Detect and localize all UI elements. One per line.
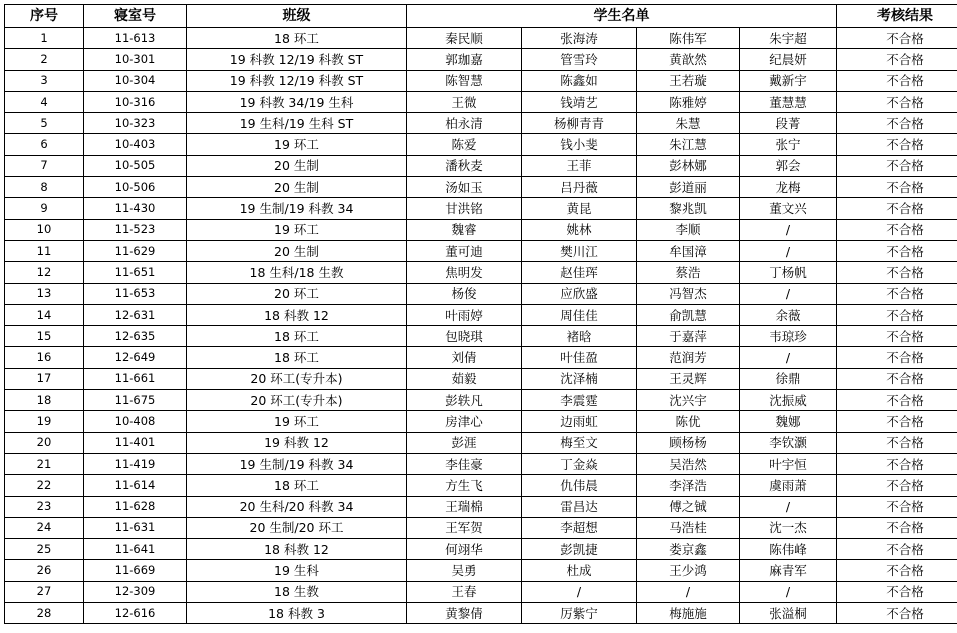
room-number-cell: 11-675 xyxy=(84,390,187,411)
student-name-cell: 朱慧 xyxy=(637,113,740,134)
inspection-results-sheet xyxy=(4,4,957,624)
student-name-cell: 韦琼珍 xyxy=(740,326,837,347)
student-name-cell: 叶宇恒 xyxy=(740,453,837,474)
room-number-cell: 11-641 xyxy=(84,539,187,560)
student-name-cell: 魏睿 xyxy=(407,219,522,240)
student-name-cell: 彭凯捷 xyxy=(522,539,637,560)
class-cell: 18 科教 12 xyxy=(187,539,407,560)
student-name-cell: 李佳豪 xyxy=(407,453,522,474)
table-row xyxy=(5,326,957,347)
row-index-cell: 21 xyxy=(5,453,84,474)
result-cell: 不合格 xyxy=(837,28,957,49)
result-cell: 不合格 xyxy=(837,368,957,389)
table-row xyxy=(5,411,957,432)
student-name-cell: 黎兆凯 xyxy=(637,198,740,219)
room-number-cell: 11-613 xyxy=(84,28,187,49)
row-index-cell: 22 xyxy=(5,475,84,496)
room-number-cell: 11-614 xyxy=(84,475,187,496)
header-students: 学生名单 xyxy=(407,5,837,28)
row-index-cell: 27 xyxy=(5,581,84,602)
student-name-cell: 黄黎倩 xyxy=(407,603,522,624)
result-cell: 不合格 xyxy=(837,453,957,474)
student-name-cell: 王瑞棉 xyxy=(407,496,522,517)
results-table xyxy=(4,4,957,624)
student-name-cell: 沈兴宇 xyxy=(637,390,740,411)
student-name-cell: 姚林 xyxy=(522,219,637,240)
student-name-cell: 彭涯 xyxy=(407,432,522,453)
student-name-cell: 叶佳盈 xyxy=(522,347,637,368)
class-cell: 19 生制/19 科教 34 xyxy=(187,198,407,219)
class-cell: 18 生科/18 生教 xyxy=(187,262,407,283)
student-name-cell: 范润芳 xyxy=(637,347,740,368)
student-name-cell: 傅之铖 xyxy=(637,496,740,517)
row-index-cell: 9 xyxy=(5,198,84,219)
student-name-cell: 柏永清 xyxy=(407,113,522,134)
class-cell: 18 环工 xyxy=(187,326,407,347)
result-cell: 不合格 xyxy=(837,155,957,176)
class-cell: 20 环工(专升本) xyxy=(187,390,407,411)
result-cell: 不合格 xyxy=(837,70,957,91)
class-cell: 20 生制 xyxy=(187,240,407,261)
header-row xyxy=(5,5,957,28)
student-name-cell: 吴勇 xyxy=(407,560,522,581)
table-row xyxy=(5,304,957,325)
room-number-cell: 11-653 xyxy=(84,283,187,304)
student-name-cell: 张溢桐 xyxy=(740,603,837,624)
student-name-cell: 沈泽楠 xyxy=(522,368,637,389)
student-name-cell: 董文兴 xyxy=(740,198,837,219)
row-index-cell: 7 xyxy=(5,155,84,176)
room-number-cell: 10-301 xyxy=(84,49,187,70)
student-name-cell: 王菲 xyxy=(522,155,637,176)
result-cell: 不合格 xyxy=(837,517,957,538)
student-name-cell: 朱江慧 xyxy=(637,134,740,155)
room-number-cell: 11-631 xyxy=(84,517,187,538)
student-name-cell: 应欣盛 xyxy=(522,283,637,304)
student-name-cell: 黄昆 xyxy=(522,198,637,219)
student-name-cell: / xyxy=(740,219,837,240)
room-number-cell: 10-403 xyxy=(84,134,187,155)
student-name-cell: 吴浩然 xyxy=(637,453,740,474)
student-name-cell: 王微 xyxy=(407,91,522,112)
row-index-cell: 16 xyxy=(5,347,84,368)
student-name-cell: / xyxy=(637,581,740,602)
student-name-cell: 杨俊 xyxy=(407,283,522,304)
row-index-cell: 25 xyxy=(5,539,84,560)
row-index-cell: 12 xyxy=(5,262,84,283)
student-name-cell: / xyxy=(740,496,837,517)
row-index-cell: 23 xyxy=(5,496,84,517)
student-name-cell: 叶雨婷 xyxy=(407,304,522,325)
student-name-cell: 朱宇超 xyxy=(740,28,837,49)
room-number-cell: 10-316 xyxy=(84,91,187,112)
student-name-cell: 陈伟峰 xyxy=(740,539,837,560)
row-index-cell: 5 xyxy=(5,113,84,134)
result-cell: 不合格 xyxy=(837,240,957,261)
row-index-cell: 20 xyxy=(5,432,84,453)
student-name-cell: 顾杨杨 xyxy=(637,432,740,453)
table-row xyxy=(5,475,957,496)
student-name-cell: 王军贺 xyxy=(407,517,522,538)
student-name-cell: 李震霆 xyxy=(522,390,637,411)
table-row xyxy=(5,517,957,538)
student-name-cell: 马浩桂 xyxy=(637,517,740,538)
row-index-cell: 26 xyxy=(5,560,84,581)
student-name-cell: 于嘉萍 xyxy=(637,326,740,347)
class-cell: 19 生制/19 科教 34 xyxy=(187,453,407,474)
student-name-cell: 丁金焱 xyxy=(522,453,637,474)
room-number-cell: 12-616 xyxy=(84,603,187,624)
class-cell: 19 环工 xyxy=(187,134,407,155)
table-row xyxy=(5,28,957,49)
row-index-cell: 19 xyxy=(5,411,84,432)
student-name-cell: 潘秋麦 xyxy=(407,155,522,176)
student-name-cell: 李钦灏 xyxy=(740,432,837,453)
class-cell: 20 生制 xyxy=(187,155,407,176)
class-cell: 19 科教 12 xyxy=(187,432,407,453)
row-index-cell: 24 xyxy=(5,517,84,538)
header-room: 寝室号 xyxy=(84,5,187,28)
student-name-cell: 纪晨妍 xyxy=(740,49,837,70)
class-cell: 18 环工 xyxy=(187,347,407,368)
student-name-cell: 龙梅 xyxy=(740,177,837,198)
room-number-cell: 10-506 xyxy=(84,177,187,198)
table-row xyxy=(5,134,957,155)
table-row xyxy=(5,262,957,283)
student-name-cell: 甘洪铭 xyxy=(407,198,522,219)
table-row xyxy=(5,113,957,134)
row-index-cell: 4 xyxy=(5,91,84,112)
result-cell: 不合格 xyxy=(837,177,957,198)
student-name-cell: 王若璇 xyxy=(637,70,740,91)
student-name-cell: 彭道丽 xyxy=(637,177,740,198)
table-row xyxy=(5,283,957,304)
room-number-cell: 10-304 xyxy=(84,70,187,91)
student-name-cell: 彭林娜 xyxy=(637,155,740,176)
student-name-cell: 董慧慧 xyxy=(740,91,837,112)
class-cell: 19 生科 xyxy=(187,560,407,581)
class-cell: 20 生制 xyxy=(187,177,407,198)
student-name-cell: 刘倩 xyxy=(407,347,522,368)
class-cell: 18 科教 3 xyxy=(187,603,407,624)
student-name-cell: 段菁 xyxy=(740,113,837,134)
student-name-cell: 李顺 xyxy=(637,219,740,240)
class-cell: 19 环工 xyxy=(187,219,407,240)
class-cell: 20 环工(专升本) xyxy=(187,368,407,389)
result-cell: 不合格 xyxy=(837,134,957,155)
room-number-cell: 12-309 xyxy=(84,581,187,602)
student-name-cell: 陈伟军 xyxy=(637,28,740,49)
result-cell: 不合格 xyxy=(837,581,957,602)
room-number-cell: 10-323 xyxy=(84,113,187,134)
header-class: 班级 xyxy=(187,5,407,28)
student-name-cell: 陈鑫如 xyxy=(522,70,637,91)
student-name-cell: 管雪玲 xyxy=(522,49,637,70)
student-name-cell: 周佳佳 xyxy=(522,304,637,325)
table-row xyxy=(5,496,957,517)
class-cell: 18 生教 xyxy=(187,581,407,602)
result-cell: 不合格 xyxy=(837,283,957,304)
student-name-cell: 董可迪 xyxy=(407,240,522,261)
student-name-cell: 余薇 xyxy=(740,304,837,325)
result-cell: 不合格 xyxy=(837,560,957,581)
result-cell: 不合格 xyxy=(837,390,957,411)
student-name-cell: 牟国漳 xyxy=(637,240,740,261)
room-number-cell: 11-401 xyxy=(84,432,187,453)
result-cell: 不合格 xyxy=(837,326,957,347)
student-name-cell: 陈优 xyxy=(637,411,740,432)
student-name-cell: 杨柳青青 xyxy=(522,113,637,134)
class-cell: 19 科教 12/19 科教 ST xyxy=(187,49,407,70)
row-index-cell: 10 xyxy=(5,219,84,240)
student-name-cell: 陈智慧 xyxy=(407,70,522,91)
student-name-cell: 房津心 xyxy=(407,411,522,432)
room-number-cell: 11-430 xyxy=(84,198,187,219)
table-row xyxy=(5,581,957,602)
student-name-cell: / xyxy=(740,347,837,368)
room-number-cell: 11-629 xyxy=(84,240,187,261)
row-index-cell: 11 xyxy=(5,240,84,261)
table-row xyxy=(5,560,957,581)
student-name-cell: 秦民顺 xyxy=(407,28,522,49)
table-row xyxy=(5,453,957,474)
student-name-cell: 张宁 xyxy=(740,134,837,155)
student-name-cell: 赵佳珲 xyxy=(522,262,637,283)
student-name-cell: 杜成 xyxy=(522,560,637,581)
result-cell: 不合格 xyxy=(837,603,957,624)
row-index-cell: 15 xyxy=(5,326,84,347)
student-name-cell: 包晓琪 xyxy=(407,326,522,347)
class-cell: 19 环工 xyxy=(187,411,407,432)
room-number-cell: 12-635 xyxy=(84,326,187,347)
table-row xyxy=(5,70,957,91)
result-cell: 不合格 xyxy=(837,475,957,496)
class-cell: 18 环工 xyxy=(187,475,407,496)
row-index-cell: 3 xyxy=(5,70,84,91)
header-index: 序号 xyxy=(5,5,84,28)
table-body xyxy=(5,28,957,624)
room-number-cell: 12-649 xyxy=(84,347,187,368)
table-row xyxy=(5,49,957,70)
row-index-cell: 13 xyxy=(5,283,84,304)
student-name-cell: 陈爱 xyxy=(407,134,522,155)
result-cell: 不合格 xyxy=(837,304,957,325)
room-number-cell: 11-523 xyxy=(84,219,187,240)
row-index-cell: 8 xyxy=(5,177,84,198)
row-index-cell: 28 xyxy=(5,603,84,624)
student-name-cell: 虞雨萧 xyxy=(740,475,837,496)
student-name-cell: 厉紫宁 xyxy=(522,603,637,624)
room-number-cell: 11-628 xyxy=(84,496,187,517)
row-index-cell: 1 xyxy=(5,28,84,49)
result-cell: 不合格 xyxy=(837,113,957,134)
student-name-cell: 焦明发 xyxy=(407,262,522,283)
student-name-cell: 钱小斐 xyxy=(522,134,637,155)
table-row xyxy=(5,219,957,240)
result-cell: 不合格 xyxy=(837,91,957,112)
student-name-cell: 魏娜 xyxy=(740,411,837,432)
class-cell: 18 环工 xyxy=(187,28,407,49)
student-name-cell: 樊川江 xyxy=(522,240,637,261)
room-number-cell: 10-505 xyxy=(84,155,187,176)
student-name-cell: 陈雅婷 xyxy=(637,91,740,112)
room-number-cell: 11-651 xyxy=(84,262,187,283)
student-name-cell: 郭珈嘉 xyxy=(407,49,522,70)
class-cell: 19 生科/19 生科 ST xyxy=(187,113,407,134)
student-name-cell: 吕丹薇 xyxy=(522,177,637,198)
room-number-cell: 10-408 xyxy=(84,411,187,432)
student-name-cell: / xyxy=(740,581,837,602)
student-name-cell: 梅施施 xyxy=(637,603,740,624)
class-cell: 18 科教 12 xyxy=(187,304,407,325)
student-name-cell: 方生飞 xyxy=(407,475,522,496)
class-cell: 20 生科/20 科教 34 xyxy=(187,496,407,517)
student-name-cell: 戴新宇 xyxy=(740,70,837,91)
student-name-cell: 茹毅 xyxy=(407,368,522,389)
student-name-cell: 冯智杰 xyxy=(637,283,740,304)
student-name-cell: 麻青军 xyxy=(740,560,837,581)
student-name-cell: 李超想 xyxy=(522,517,637,538)
student-name-cell: / xyxy=(740,283,837,304)
student-name-cell: 郭会 xyxy=(740,155,837,176)
class-cell: 19 科教 34/19 生科 xyxy=(187,91,407,112)
student-name-cell: 王春 xyxy=(407,581,522,602)
table-row xyxy=(5,91,957,112)
class-cell: 20 生制/20 环工 xyxy=(187,517,407,538)
student-name-cell: 蔡浩 xyxy=(637,262,740,283)
table-row xyxy=(5,240,957,261)
student-name-cell: 褚晗 xyxy=(522,326,637,347)
table-row xyxy=(5,368,957,389)
result-cell: 不合格 xyxy=(837,198,957,219)
result-cell: 不合格 xyxy=(837,496,957,517)
row-index-cell: 2 xyxy=(5,49,84,70)
result-cell: 不合格 xyxy=(837,432,957,453)
table-row xyxy=(5,539,957,560)
student-name-cell: / xyxy=(522,581,637,602)
student-name-cell: 李泽浩 xyxy=(637,475,740,496)
table-row xyxy=(5,603,957,624)
row-index-cell: 18 xyxy=(5,390,84,411)
student-name-cell: 梅至文 xyxy=(522,432,637,453)
student-name-cell: 王灵辉 xyxy=(637,368,740,389)
student-name-cell: 钱靖艺 xyxy=(522,91,637,112)
student-name-cell: 汤如玉 xyxy=(407,177,522,198)
header-result: 考核结果 xyxy=(837,5,957,28)
student-name-cell: 仇伟晨 xyxy=(522,475,637,496)
result-cell: 不合格 xyxy=(837,219,957,240)
student-name-cell: / xyxy=(740,240,837,261)
table-row xyxy=(5,390,957,411)
student-name-cell: 黄歆然 xyxy=(637,49,740,70)
result-cell: 不合格 xyxy=(837,347,957,368)
row-index-cell: 14 xyxy=(5,304,84,325)
table-row xyxy=(5,432,957,453)
student-name-cell: 王少鸿 xyxy=(637,560,740,581)
room-number-cell: 11-419 xyxy=(84,453,187,474)
student-name-cell: 何翊华 xyxy=(407,539,522,560)
class-cell: 20 环工 xyxy=(187,283,407,304)
student-name-cell: 张海涛 xyxy=(522,28,637,49)
table-row xyxy=(5,198,957,219)
table-row xyxy=(5,347,957,368)
result-cell: 不合格 xyxy=(837,49,957,70)
result-cell: 不合格 xyxy=(837,539,957,560)
student-name-cell: 边雨虹 xyxy=(522,411,637,432)
student-name-cell: 沈振威 xyxy=(740,390,837,411)
student-name-cell: 彭轶凡 xyxy=(407,390,522,411)
student-name-cell: 娄京鑫 xyxy=(637,539,740,560)
room-number-cell: 12-631 xyxy=(84,304,187,325)
table-row xyxy=(5,155,957,176)
student-name-cell: 俞凯慧 xyxy=(637,304,740,325)
class-cell: 19 科教 12/19 科教 ST xyxy=(187,70,407,91)
result-cell: 不合格 xyxy=(837,262,957,283)
student-name-cell: 雷昌达 xyxy=(522,496,637,517)
row-index-cell: 17 xyxy=(5,368,84,389)
result-cell: 不合格 xyxy=(837,411,957,432)
student-name-cell: 丁杨帆 xyxy=(740,262,837,283)
room-number-cell: 11-669 xyxy=(84,560,187,581)
student-name-cell: 徐鼎 xyxy=(740,368,837,389)
room-number-cell: 11-661 xyxy=(84,368,187,389)
student-name-cell: 沈一杰 xyxy=(740,517,837,538)
row-index-cell: 6 xyxy=(5,134,84,155)
table-row xyxy=(5,177,957,198)
